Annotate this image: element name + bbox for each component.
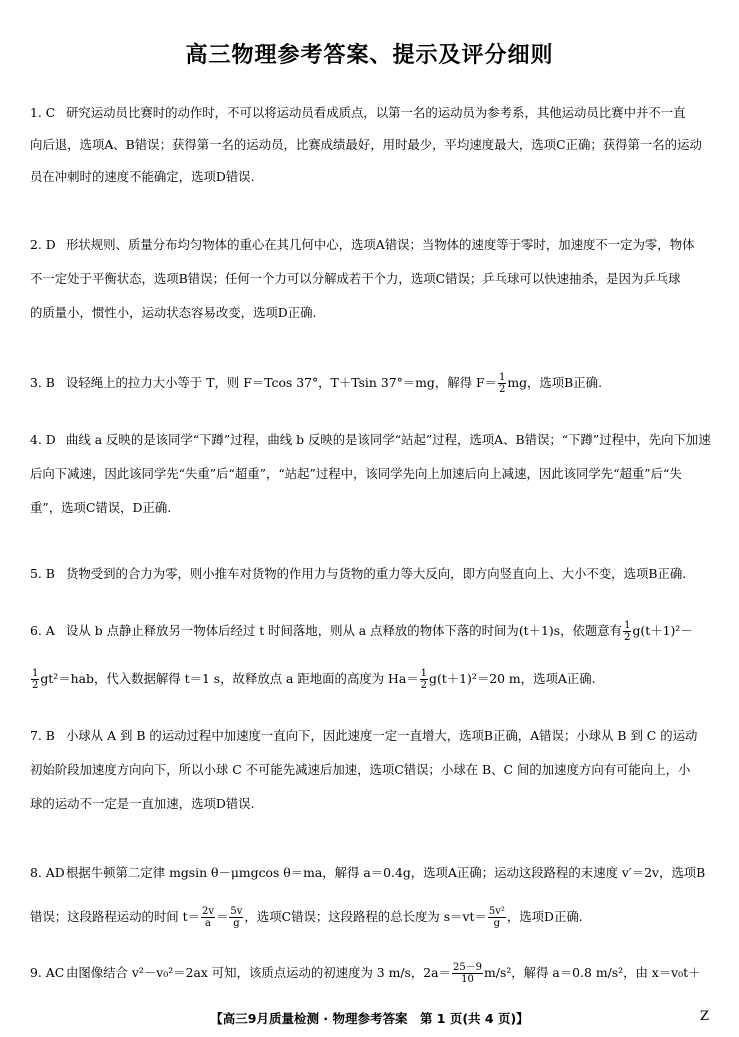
fraction: $\frac{25-9}{10}$: [452, 962, 483, 985]
answer-1: [30, 100, 716, 190]
answer-text: gt²＝hab，代入数据解得 t＝1 s，故释放点 a 距地面的高度为 Ha＝: [40, 671, 419, 686]
answer-text: g(t＋1)²－: [632, 623, 693, 638]
page-title: 高三物理参考答案、提示及评分细则: [185, 43, 554, 68]
answer-5: [30, 561, 716, 587]
fraction: $\frac{1}{2}$: [32, 668, 39, 691]
answer-text: 向后退，选项A、B错误；获得第一名的运动员，比赛成绩最好，用时最少，平均速度最大，选项C正确；获得第一名的运动: [30, 137, 702, 152]
answer-9: [30, 960, 716, 986]
fraction: $\frac{5v}{g}$: [230, 906, 243, 929]
answer-4: [30, 427, 716, 521]
answer-text: 曲线 a 反映的是该同学“下蹲”过程，曲线 b 反映的是该同学“站起”过程，选项A、B错误；“下蹲”过程中，先向下加速: [66, 432, 711, 447]
answer-text: 不一定处于平衡状态，选项B错误；任何一个力可以分解成若干个力，选项C错误；乒乓球可以快速抽杀，是因为乒乓球: [30, 271, 681, 286]
answer-text: m/s²，解得 a＝0.8 m/s²，由 x＝v₀t＋: [484, 965, 701, 980]
answer-text: 货物受到的合力为零，则小推车对货物的作用力与货物的重力等大反向，即方向竖直向上、大小不变，选项B正确.: [66, 566, 687, 581]
answer-number: 6. A: [30, 623, 55, 638]
fraction: $\frac{1}{2}$: [498, 372, 506, 395]
answer-number: 7. B: [30, 728, 55, 743]
answer-7: [30, 723, 716, 817]
answer-text: 的质量小，惯性小，运动状态容易改变，选项D正确.: [30, 305, 317, 320]
answer-text: 小球从 A 到 B 的运动过程中加速度一直向下，因此速度一定一直增大，选项B正确，A错误；小球从 B 到 C 的运动: [66, 728, 698, 743]
fraction: $\frac{2v}{a}$: [202, 906, 215, 929]
answer-number: 8. AD: [30, 865, 65, 880]
answer-3: [30, 370, 716, 396]
fraction: $\frac{1}{2}$: [624, 620, 631, 643]
corner-mark: Z: [700, 1009, 710, 1024]
answer-text: 设从 b 点静止释放另一物体后经过 t 时间落地，则从 a 点释放的物体下落的时间为(t＋1)s，依题意有: [66, 623, 623, 638]
answer-2: [30, 232, 716, 326]
answer-text: ，选项C错误；这段路程的总长度为 s＝vt＝: [244, 909, 487, 924]
answer-number: 1. C: [30, 105, 56, 120]
equals-sign: ＝: [216, 909, 229, 924]
answer-number: 9. AC: [30, 965, 65, 980]
answer-number: 5. B: [30, 566, 55, 581]
answer-text: 后向下减速，因此该同学先“失重”后“超重”，“站起”过程中，该同学先向上加速后向上减速，因此该同学先“超重”后“失: [30, 466, 682, 481]
answer-8: [30, 860, 716, 930]
answer-text: 员在冲刺时的速度不能确定，选项D错误.: [30, 169, 255, 184]
answer-number: 4. D: [30, 432, 56, 447]
answer-text: ，选项D正确.: [506, 909, 583, 924]
page-footer: 【高三9月质量检测 · 物理参考答案 第 1 页(共 4 页)】: [210, 1011, 529, 1026]
answer-number: 2. D: [30, 237, 56, 252]
answer-text: g(t＋1)²＝20 m，选项A正确.: [429, 671, 596, 686]
answer-number: 3. B: [30, 375, 55, 390]
answer-text: 由图像结合 v²－v₀²＝2ax 可知，该质点运动的初速度为 3 m/s，2a＝: [66, 965, 451, 980]
answer-text: mg，选项B正确.: [507, 375, 603, 390]
fraction: $\frac{1}{2}$: [420, 668, 428, 691]
answer-text: 初始阶段加速度方向向下，所以小球 C 不可能先减速后加速，选项C错误；小球在 B、C 间的加速度方向有可能向上，小: [30, 762, 691, 777]
answer-text: 研究运动员比赛时的动作时，不可以将运动员看成质点，以第一名的运动员为参考系，其他运动员比赛中并不一直: [66, 105, 686, 120]
answer-text: 错误；这段路程运动的时间 t＝: [30, 909, 200, 924]
answer-text: 根据牛顿第二定律 mgsin θ－μmgcos θ＝ma，解得 a＝0.4g，选项A正确；运动这段路程的末速度 v′＝2v，选项B: [66, 865, 706, 880]
fraction: $\frac{\text{5v²}}{g}$: [488, 906, 505, 929]
answer-6: [30, 618, 716, 692]
answer-text: 球的运动不一定是一直加速，选项D错误.: [30, 796, 255, 811]
answer-text: 设轻绳上的拉力大小等于 T，则 F＝Tcos 37°，T＋Tsin 37°＝mg，解得 F＝: [66, 375, 497, 390]
answer-text: 形状规则、质量分布均匀物体的重心在其几何中心，选项A错误；当物体的速度等于零时，加速度不一定为零，物体: [66, 237, 695, 252]
answer-text: 重”，选项C错误，D正确.: [30, 500, 172, 515]
